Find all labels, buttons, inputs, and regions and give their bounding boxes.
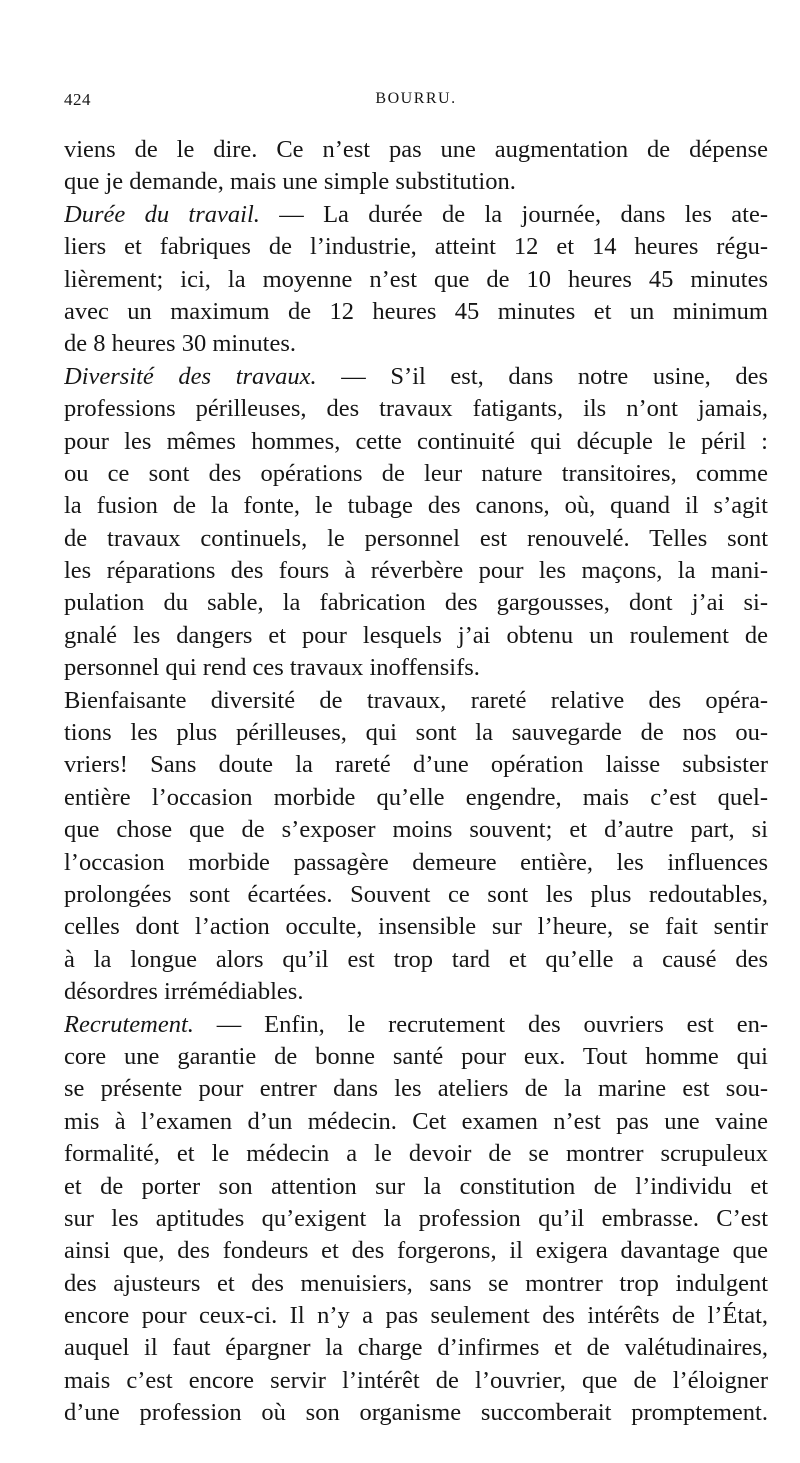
text-line — [64, 1009, 768, 1041]
text-line — [64, 361, 768, 393]
line-text: formalité, et le médecin a le devoir de se montrer scrupuleux — [64, 1140, 768, 1168]
line-text: prolongées sont écartées. Souvent ce sont les plus redoutables, — [64, 880, 768, 908]
text-line — [64, 1268, 768, 1300]
text-line — [64, 879, 768, 911]
text-line — [64, 134, 768, 166]
line-text: l’occasion morbide passagère demeure entière, les influences — [64, 848, 768, 876]
line-text: désordres irrémédiables. — [64, 978, 304, 1006]
text-line — [64, 1203, 768, 1235]
text-line — [64, 166, 768, 198]
text-line — [64, 264, 768, 296]
line-text: pour les mêmes hommes, cette continuité qui décuple le péril : — [64, 427, 768, 455]
line-text: que chose que de s’exposer moins souvent; et d’autre part, si — [64, 816, 768, 844]
line-text: ainsi que, des fondeurs et des forgerons, il exigera davantage que — [64, 1237, 768, 1265]
line-text: Bienfaisante diversité de travaux, rareté relative des opéra- — [64, 686, 768, 714]
text-line — [64, 490, 768, 522]
line-text: avec un maximum de 12 heures 45 minutes et un minimum — [64, 297, 768, 325]
line-text: core une garantie de bonne santé pour eux. Tout homme qui — [64, 1042, 768, 1070]
line-text: des ajusteurs et des menuisiers, sans se montrer trop indulgent — [64, 1269, 768, 1297]
text-line — [64, 393, 768, 425]
line-text: que je demande, mais une simple substitution. — [64, 168, 516, 196]
text-line — [64, 1073, 768, 1105]
line-text: la fusion de la fonte, le tubage des canons, où, quand il s’agit — [64, 492, 768, 520]
section-heading: Diversité des travaux. — [64, 362, 317, 390]
text-line — [64, 976, 768, 1008]
text-line — [64, 814, 768, 846]
text-line — [64, 782, 768, 814]
section-heading: Durée du travail. — [64, 200, 260, 228]
line-text: d’une profession où son organisme succomberait promptement. — [64, 1399, 768, 1427]
text-line — [64, 944, 768, 976]
line-text: — Enfin, le recrutement des ouvriers est en- — [193, 1010, 768, 1038]
line-text: tions les plus périlleuses, qui sont la sauvegarde de nos ou- — [64, 719, 768, 747]
text-line — [64, 1138, 768, 1170]
text-line — [64, 199, 768, 231]
line-text: se présente pour entrer dans les ateliers de la marine est sou- — [64, 1075, 768, 1103]
line-text: — S’il est, dans notre usine, des — [316, 362, 768, 390]
line-text: auquel il faut épargner la charge d’infirmes et de valétudinaires, — [64, 1334, 768, 1362]
line-text: ou ce sont des opérations de leur nature transitoires, comme — [64, 459, 768, 487]
text-line — [64, 911, 768, 943]
line-text: à la longue alors qu’il est trop tard et qu’elle a causé des — [64, 945, 768, 973]
line-text: et de porter son attention sur la constitution de l’individu et — [64, 1172, 768, 1200]
section-heading: Recrutement. — [64, 1010, 194, 1038]
text-line — [64, 555, 768, 587]
text-line — [64, 620, 768, 652]
text-line — [64, 1171, 768, 1203]
line-text: lièrement; ici, la moyenne n’est que de 10 heures 45 minutes — [64, 265, 768, 293]
text-line — [64, 523, 768, 555]
line-text: liers et fabriques de l’industrie, atteint 12 et 14 heures régu- — [64, 233, 768, 261]
line-text: gnalé les dangers et pour lesquels j’ai obtenu un roulement de — [64, 621, 768, 649]
line-text: celles dont l’action occulte, insensible sur l’heure, se fait sentir — [64, 913, 768, 941]
line-text: viens de le dire. Ce n’est pas une augmentation de dépense — [64, 136, 768, 163]
line-text: pulation du sable, la fabrication des gargousses, dont j’ai si- — [64, 589, 768, 617]
text-line — [64, 328, 768, 360]
text-line — [64, 749, 768, 781]
text-line — [64, 426, 768, 458]
line-text: — La durée de la journée, dans les ate- — [259, 200, 768, 228]
line-text: de 8 heures 30 minutes. — [64, 330, 297, 358]
running-title: BOURRU. — [375, 90, 457, 107]
text-line — [64, 231, 768, 263]
text-line — [64, 1235, 768, 1267]
text-line — [64, 1300, 768, 1332]
line-text: mis à l’examen d’un médecin. Cet examen n’est pas une vaine — [64, 1107, 768, 1135]
text-line — [64, 685, 768, 717]
text-line — [64, 717, 768, 749]
line-text: vriers! Sans doute la rareté d’une opération laisse subsister — [64, 751, 768, 779]
line-text: entière l’occasion morbide qu’elle engendre, mais c’est quel- — [64, 783, 768, 811]
text-line — [64, 1365, 768, 1397]
text-line — [64, 1397, 768, 1429]
text-line — [64, 1106, 768, 1138]
body-text — [64, 134, 768, 1430]
text-line — [64, 458, 768, 490]
line-text: personnel qui rend ces travaux inoffensifs. — [64, 654, 480, 682]
text-line — [64, 847, 768, 879]
text-line — [64, 296, 768, 328]
page-number: 424 — [64, 90, 91, 109]
line-text: sur les aptitudes qu’exigent la profession qu’il embrasse. C’est — [64, 1204, 768, 1232]
text-line — [64, 587, 768, 619]
line-text: encore pour ceux-ci. Il n’y a pas seulement des intérêts de l’État, — [64, 1302, 768, 1330]
text-line — [64, 652, 768, 684]
running-head — [64, 90, 768, 120]
line-text: mais c’est encore servir l’intérêt de l’ouvrier, que de l’éloigner — [64, 1366, 768, 1394]
line-text: de travaux continuels, le personnel est renouvelé. Telles sont — [64, 524, 768, 552]
text-line — [64, 1332, 768, 1364]
line-text: les réparations des fours à réverbère pour les maçons, la mani- — [64, 557, 768, 585]
text-line — [64, 1041, 768, 1073]
book-page — [64, 90, 768, 1430]
line-text: professions périlleuses, des travaux fatigants, ils n’ont jamais, — [64, 395, 768, 423]
